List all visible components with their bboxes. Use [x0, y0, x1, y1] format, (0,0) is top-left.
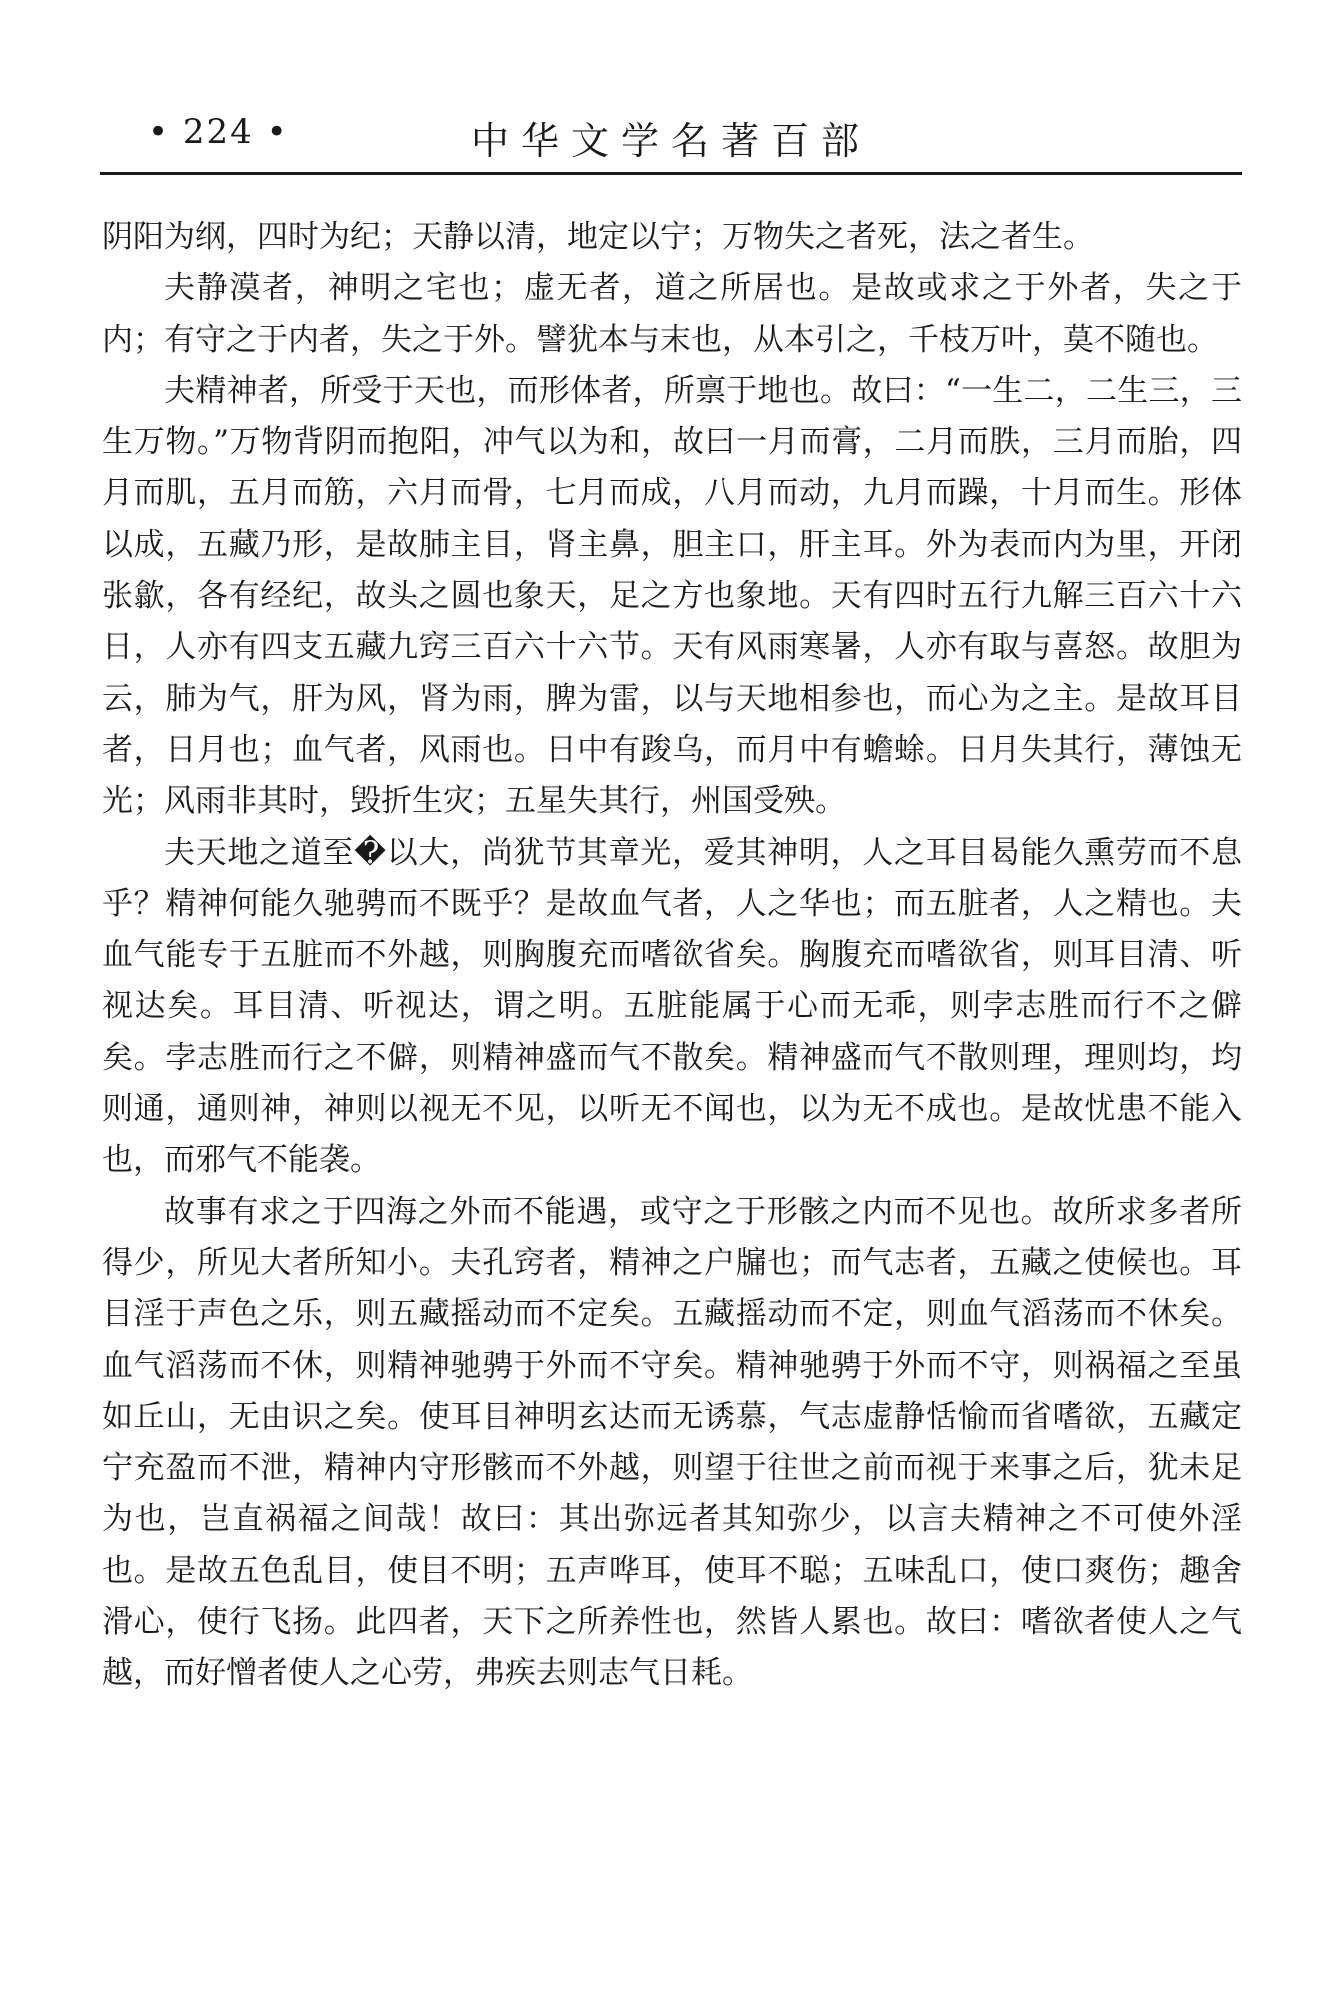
header-rule	[100, 172, 1242, 175]
page-header	[100, 108, 1242, 174]
paragraph-2: 夫静漠者，神明之宅也；虚无者，道之所居也。是故或求之于外者，失之于内；有守之于内者，失之于外。譬犹本与末也，从本引之，千枝万叶，莫不随也。	[102, 270, 1242, 358]
page-number: • 224 •	[148, 112, 289, 152]
paragraph-1: 阴阳为纲，四时为纪；天静以清，地定以宁；万物失之者死，法之者生。	[102, 219, 1094, 255]
book-title: 中华文学名著百部	[470, 119, 871, 163]
body-text	[102, 212, 1242, 1700]
paragraph-4: 夫天地之道至�以大，尚犹节其章光，爱其神明，人之耳目曷能久熏劳而不息乎？精神何能久驰骋而不既乎？是故血气者，人之华也；而五脏者，人之精也。夫血气能专于五脏而不外越，则胸腹充而嗜欲省矣。胸腹充而嗜欲省，则耳目清、听视达矣。耳目清、听视达，谓之明。五脏能属于心而无乖，则孛志胜而行不之僻矣。孛志胜而行之不僻，则精神盛而气不散矣。精神盛而气不散则理，理则均，均则通，通则神，神则以视无不见，以听无不闻也，以为无不成也。是故忧患不能入也，而邪气不能袭。	[102, 834, 1242, 1179]
paragraph-5: 故事有求之于四海之外而不能遇，或守之于形骸之内而不见也。故所求多者所得少，所见大者所知小。夫孔窍者，精神之户牖也；而气志者，五藏之使候也。耳目淫于声色之乐，则五藏摇动而不定矣。五藏摇动而不定，则血气滔荡而不休矣。血气滔荡而不休，则精神驰骋于外而不守矣。精神驰骋于外而不守，则祸福之至虽如丘山，无由识之矣。使耳目神明玄达而无诱慕，气志虚静恬愉而省嗜欲，五藏定宁充盈而不泄，精神内守形骸而不外越，则望于往世之前而视于来事之后，犹未足为也，岂直祸福之间哉！故曰：其出弥远者其知弥少，以言夫精神之不可使外淫也。是故五色乱目，使目不明；五声哗耳，使耳不聪；五味乱口，使口爽伤；趣舍滑心，使行飞扬。此四者，天下之所养性也，然皆人累也。故曰：嗜欲者使人之气越，而好憎者使人之心劳，弗疾去则志气日耗。	[102, 1193, 1242, 1692]
paragraph-3: 夫精神者，所受于天也，而形体者，所禀于地也。故曰：“一生二，二生三，三生万物。”万物背阴而抱阳，冲气以为和，故曰一月而膏，二月而胅，三月而胎，四月而肌，五月而筋，六月而骨，七月而成，八月而动，九月而躁，十月而生。形体以成，五藏乃形，是故肺主目，肾主鼻，胆主口，肝主耳。外为表而内为里，开闭张歙，各有经纪，故头之圆也象天，足之方也象地。天有四时五行九解三百六十六日，人亦有四支五藏九窍三百六十六节。天有风雨寒暑，人亦有取与喜怒。故胆为云，肺为气，肝为风，肾为雨，脾为雷，以与天地相参也，而心为之主。是故耳目者，日月也；血气者，风雨也。日中有踆乌，而月中有蟾蜍。日月失其行，薄蚀无光；风雨非其时，毁折生灾；五星失其行，州国受殃。	[102, 372, 1242, 820]
